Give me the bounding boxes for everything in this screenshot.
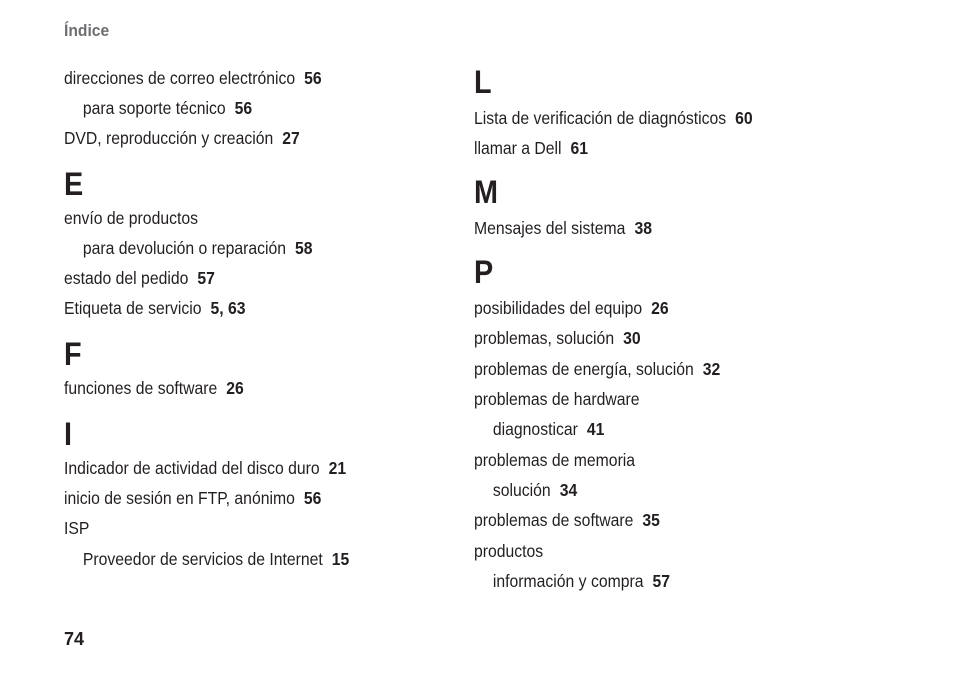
index-entry (64, 378, 244, 398)
index-letter-p: P (474, 254, 494, 290)
entry-page-ref: 58 (295, 238, 313, 258)
index-entry (474, 108, 753, 128)
entry-page-ref: 26 (226, 378, 244, 398)
entry-page-ref: 57 (652, 571, 670, 591)
entry-term: diagnosticar (492, 419, 578, 439)
index-subentry (64, 549, 349, 569)
entry-term: ISP (64, 518, 90, 538)
entry-page-ref: 56 (303, 488, 322, 508)
index-entry (474, 328, 641, 348)
index-entry (64, 488, 321, 508)
entry-term: para devolución o reparación (82, 238, 287, 258)
index-entry (64, 128, 300, 148)
entry-term: Etiqueta de servicio (64, 298, 202, 318)
entry-page-ref: 38 (634, 218, 652, 238)
entry-page-ref: 34 (559, 480, 578, 500)
entry-term: productos (474, 541, 544, 561)
entry-term: problemas de hardware (474, 389, 640, 409)
index-subentry (474, 571, 670, 591)
entry-page-ref: 41 (586, 419, 605, 439)
entry-page-ref: 5, 63 (210, 298, 246, 318)
index-entry (64, 458, 346, 478)
entry-term: problemas de memoria (474, 450, 636, 470)
entry-term: problemas, solución (474, 328, 615, 348)
index-entry (474, 450, 635, 470)
index-entry (474, 359, 720, 379)
entry-term: información y compra (492, 571, 644, 591)
index-entry (474, 541, 543, 561)
entry-page-ref: 35 (642, 510, 660, 530)
index-entry (64, 518, 89, 538)
entry-page-ref: 32 (702, 359, 721, 379)
entry-term: direcciones de correo electrónico (64, 68, 296, 88)
entry-page-ref: 60 (735, 108, 753, 128)
index-subentry (474, 419, 604, 439)
index-letter-l: L (474, 64, 492, 100)
index-entry (474, 298, 669, 318)
index-subentry (64, 238, 313, 258)
index-letter-m: M (474, 174, 498, 210)
entry-page-ref: 30 (623, 328, 641, 348)
index-letter-i: I (64, 416, 73, 452)
entry-page-ref: 21 (328, 458, 347, 478)
entry-term: problemas de energía, solución (474, 359, 694, 379)
entry-term: Mensajes del sistema (474, 218, 626, 238)
running-header: Índice (64, 21, 110, 40)
entry-term: inicio de sesión en FTP, anónimo (64, 488, 295, 508)
index-entry (474, 138, 588, 158)
entry-term: Lista de verificación de diagnósticos (474, 108, 727, 128)
entry-term: posibilidades del equipo (474, 298, 643, 318)
index-entry (64, 268, 215, 288)
entry-term: funciones de software (64, 378, 218, 398)
index-entry (474, 510, 660, 530)
entry-term: DVD, reproducción y creación (64, 128, 274, 148)
entry-page-ref: 61 (570, 138, 589, 158)
entry-term: estado del pedido (64, 268, 189, 288)
index-entry (64, 298, 246, 318)
index-entry (474, 389, 639, 409)
entry-term: Proveedor de servicios de Internet (82, 549, 323, 569)
index-entry (64, 68, 322, 88)
entry-term: llamar a Dell (474, 138, 562, 158)
entry-term: solución (492, 480, 551, 500)
index-letter-f: F (64, 336, 82, 372)
index-letter-e: E (64, 166, 84, 202)
entry-page-ref: 27 (282, 128, 300, 148)
index-subentry (64, 98, 252, 118)
entry-page-ref: 56 (304, 68, 322, 88)
index-subentry (474, 480, 577, 500)
entry-term: envío de productos (64, 208, 198, 228)
entry-page-ref: 26 (651, 298, 669, 318)
entry-term: problemas de software (474, 510, 634, 530)
index-entry (474, 218, 652, 238)
entry-page-ref: 56 (234, 98, 253, 118)
entry-page-ref: 15 (331, 549, 350, 569)
page-number: 74 (64, 629, 85, 649)
entry-term: Indicador de actividad del disco duro (64, 458, 320, 478)
entry-page-ref: 57 (197, 268, 215, 288)
entry-term: para soporte técnico (82, 98, 226, 118)
index-entry (64, 208, 198, 228)
